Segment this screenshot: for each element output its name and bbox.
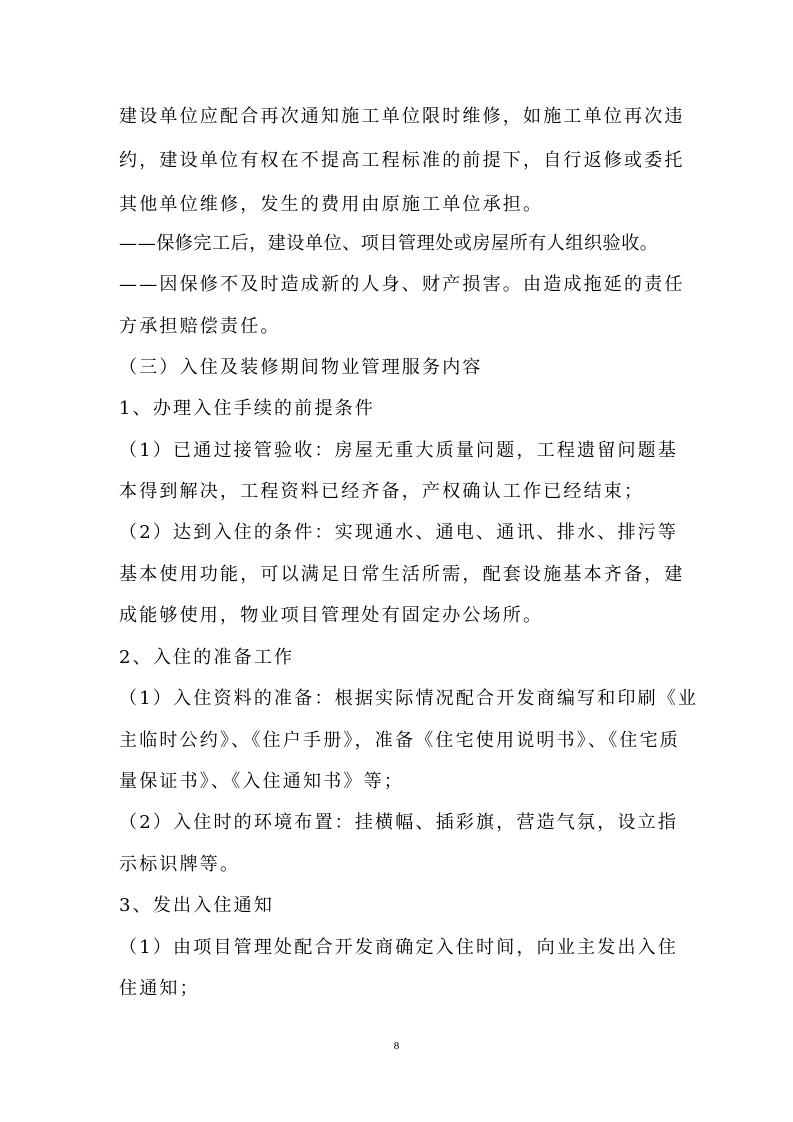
text-line: 其他单位维修，发生的费用由原施工单位承担。 — [119, 194, 544, 215]
text-line: 成能够使用，物业项目管理处有固定办公场所。 — [119, 605, 544, 626]
text-line: （2）入住时的环境布置：挂横幅、插彩旗，营造气氛，设立指 — [119, 812, 679, 833]
text-line: 示标识牌等。 — [119, 854, 241, 875]
subsection-heading: 2、入住的准备工作 — [119, 647, 295, 668]
subsection-heading: 1、办理入住手续的前提条件 — [119, 398, 376, 419]
text-line: （1）由项目管理处配合开发商确定入住时间，向业主发出入住 — [119, 937, 679, 958]
text-line: （1）入住资料的准备：根据实际情况配合开发商编写和印刷《业 — [119, 688, 699, 709]
text-line: 方承担赔偿责任。 — [119, 316, 281, 337]
text-line: （1）已通过接管验收：房屋无重大质量问题，工程遗留问题基 — [119, 440, 679, 461]
text-line: 约，建设单位有权在不提高工程标准的前提下，自行返修或委托 — [119, 150, 685, 171]
text-line: 建设单位应配合再次通知施工单位限时维修，如施工单位再次违 — [119, 106, 685, 127]
section-heading: （三）入住及装修期间物业管理服务内容 — [119, 357, 483, 378]
page-number: 8 — [393, 1040, 400, 1052]
text-line: 住通知； — [119, 978, 200, 999]
text-line: ——保修完工后，建设单位、项目管理处或房屋所有人组织验收。 — [119, 233, 659, 254]
text-line: 主临时公约》、《住户手册》，准备《住宅使用说明书》、《住宅质 — [119, 730, 680, 751]
text-line: 基本使用功能，可以满足日常生活所需，配套设施基本齐备，建 — [119, 564, 685, 585]
text-line: ——因保修不及时造成新的人身、财产损害。由造成拖延的责任 — [119, 274, 685, 295]
text-line: 本得到解决，工程资料已经齐备，产权确认工作已经结束； — [119, 481, 645, 502]
subsection-heading: 3、发出入住通知 — [119, 895, 275, 916]
text-line: （2）达到入住的条件：实现通水、通电、通讯、排水、排污等 — [119, 522, 679, 543]
text-line: 量保证书》、《入住通知书》等； — [119, 771, 404, 792]
